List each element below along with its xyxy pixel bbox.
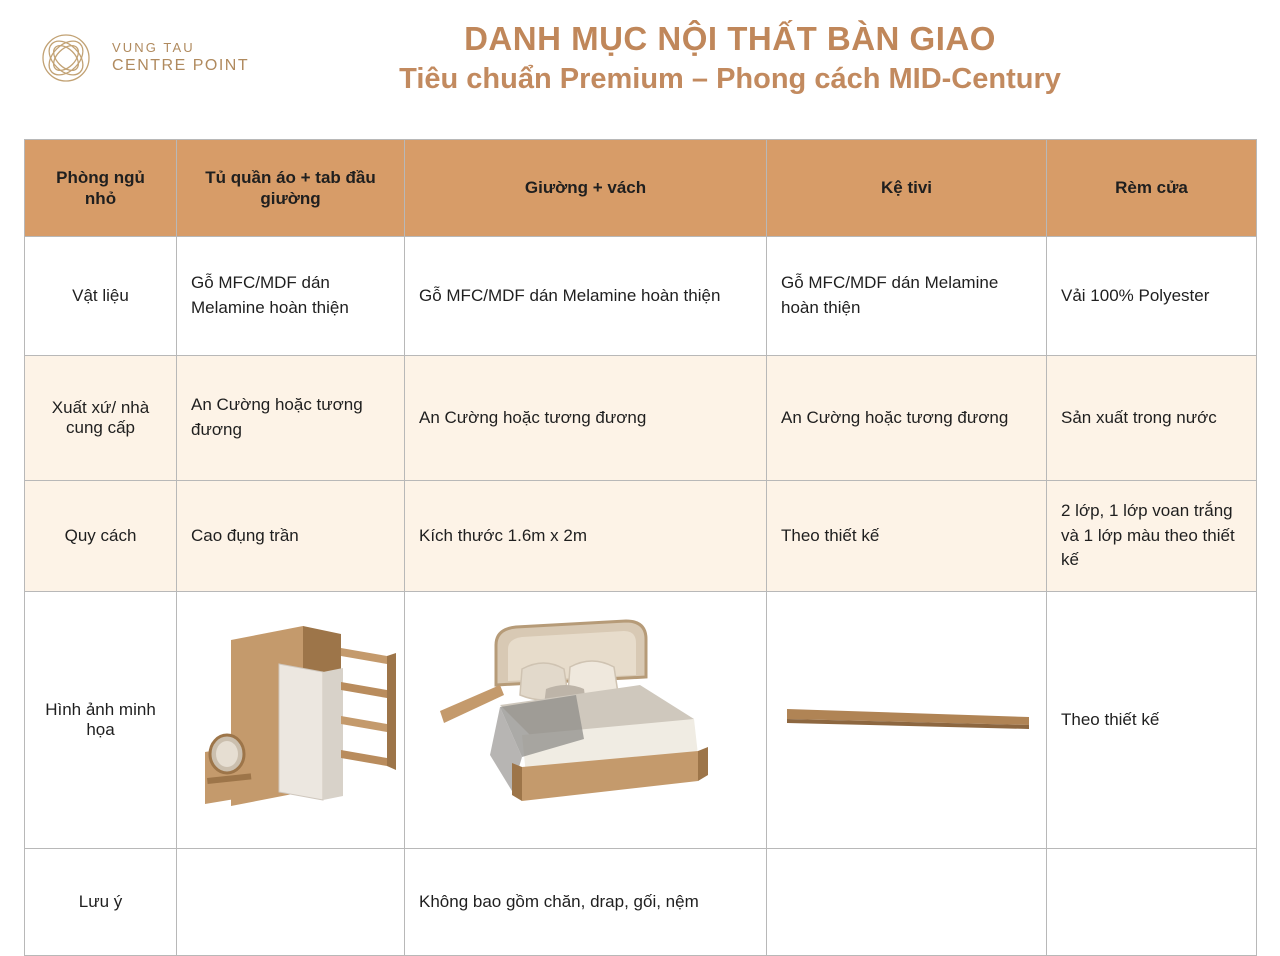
bed-with-headboard-illustration — [419, 615, 752, 825]
table-row — [25, 849, 1257, 956]
table-row — [25, 592, 1257, 849]
column-header-tv-shelf: Kệ tivi — [767, 140, 1047, 237]
column-header-bed: Giường + vách — [405, 140, 767, 237]
cell-note-curtain — [1047, 849, 1257, 956]
cell-image-bed — [405, 592, 767, 849]
column-header-room: Phòng ngủ nhỏ — [25, 140, 177, 237]
cell-note-tv-shelf — [767, 849, 1047, 956]
table-row — [25, 237, 1257, 356]
table-row — [25, 481, 1257, 592]
cell-image-tv-shelf — [767, 592, 1047, 849]
row-label-origin: Xuất xứ/ nhà cung cấp — [25, 356, 177, 481]
document-header — [0, 0, 1280, 120]
cell-origin-tv-shelf: An Cường hoặc tương đương — [767, 356, 1047, 481]
cell-material-tv-shelf: Gỗ MFC/MDF dán Melamine hoàn thiện — [767, 237, 1047, 356]
cell-spec-bed: Kích thước 1.6m x 2m — [405, 481, 767, 592]
cell-spec-tv-shelf: Theo thiết kế — [767, 481, 1047, 592]
cell-material-bed: Gỗ MFC/MDF dán Melamine hoàn thiện — [405, 237, 767, 356]
page-title: DANH MỤC NỘI THẤT BÀN GIAO — [464, 20, 996, 57]
row-label-material: Vật liệu — [25, 237, 177, 356]
cell-image-curtain: Theo thiết kế — [1047, 592, 1257, 849]
column-header-wardrobe: Tủ quần áo + tab đầu giường — [177, 140, 405, 237]
cell-material-curtain: Vải 100% Polyester — [1047, 237, 1257, 356]
spec-table-wrapper — [24, 139, 1256, 956]
cell-image-wardrobe — [177, 592, 405, 849]
page-subtitle: Tiêu chuẩn Premium – Phong cách MID-Century — [399, 63, 1061, 96]
cell-origin-curtain: Sản xuất trong nước — [1047, 356, 1257, 481]
brand-line-1: VUNG TAU — [112, 39, 195, 55]
row-label-specification: Quy cách — [25, 481, 177, 592]
column-header-curtain: Rèm cửa — [1047, 140, 1257, 237]
cell-note-wardrobe — [177, 849, 405, 956]
cell-note-bed: Không bao gồm chăn, drap, gối, nệm — [405, 849, 767, 956]
table-row — [25, 356, 1257, 481]
cell-spec-curtain: 2 lớp, 1 lớp voan trắng và 1 lớp màu theo thiết kế — [1047, 481, 1257, 592]
row-label-note: Lưu ý — [25, 849, 177, 956]
cell-origin-wardrobe: An Cường hoặc tương đương — [177, 356, 405, 481]
tv-shelf-illustration — [781, 695, 1032, 745]
cell-origin-bed: An Cường hoặc tương đương — [405, 356, 767, 481]
table-header-row — [25, 140, 1257, 237]
brand-line-2: CENTRE POINT — [112, 57, 250, 75]
title-block — [0, 18, 1280, 99]
wardrobe-nightstand-illustration — [191, 620, 390, 820]
row-label-illustration: Hình ảnh minh họa — [25, 592, 177, 849]
cell-spec-wardrobe: Cao đụng trần — [177, 481, 405, 592]
cell-material-wardrobe: Gỗ MFC/MDF dán Melamine hoàn thiện — [177, 237, 405, 356]
spec-table — [24, 139, 1257, 956]
